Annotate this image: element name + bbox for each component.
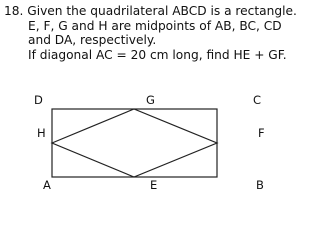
rectangle-abcd xyxy=(52,109,217,177)
midpoint-label-e: E xyxy=(150,178,158,192)
problem-line-4: If diagonal AC = 20 cm long, find HE + GF. xyxy=(28,47,287,62)
problem-line-3: and DA, respectively. xyxy=(28,33,157,48)
vertex-label-b: B xyxy=(256,178,264,192)
midpoint-label-g: G xyxy=(146,93,155,107)
vertex-label-c: C xyxy=(253,93,262,107)
vertex-label-a: A xyxy=(43,178,51,192)
problem-number: 18. xyxy=(4,4,24,18)
problem-line-2: E, F, G and H are midpoints of AB, BC, CD xyxy=(28,18,282,33)
rhombus-efgh xyxy=(52,109,217,177)
problem-text-1: Given the quadrilateral ABCD is a rectangle. xyxy=(27,4,297,18)
midpoint-label-f: F xyxy=(258,126,265,140)
vertex-label-d: D xyxy=(34,93,43,107)
midpoint-label-h: H xyxy=(37,126,46,140)
